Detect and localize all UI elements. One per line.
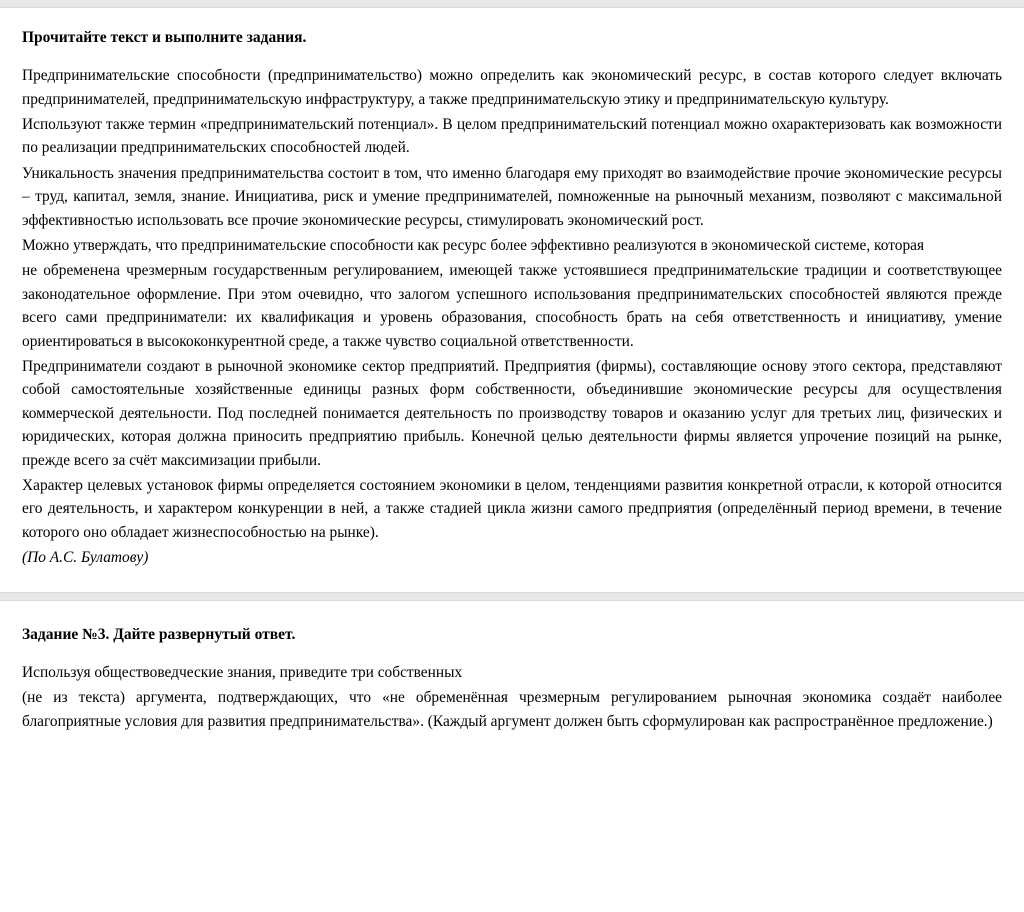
reading-passage-section <box>0 28 1024 570</box>
section-divider <box>0 592 1024 601</box>
bottom-spacer <box>0 733 1024 761</box>
task-line-2: (не из текста) аргумента, подтверждающих, что «не обременённая чрезмерным регулированием рыночная экономика создаёт наиболее благоприятные условия для развития предпринимательства». (Каждый аргумент должен быть сформулирован как распространённое предложение.) <box>22 689 1002 730</box>
passage-paragraph-7: Характер целевых установок фирмы определяется состоянием экономики в целом, тенденциями развития конкретной отрасли, к которой относится его деятельность, и характером конкуренции в ней, а также стадией цикла жизни самого предприятия (определённый период времени, в течение которого оно обладает жизнеспособностью на рынке). <box>22 477 1002 541</box>
passage-paragraph-4: Можно утверждать, что предпринимательские способности как ресурс более эффективно реализуются в экономической системе, которая <box>22 236 925 254</box>
passage-paragraph-5: не обременена чрезмерным государственным регулированием, имеющей также устоявшиеся предпринимательские традиции и соответствующее законодательное оформление. При этом очевидно, что залогом успешного использования предпринимательских способностей являются прежде всего сами предприниматели: их квалификация и уровень образования, способность брать на себя ответственность и инициативу, умение ориентироваться в высококонкурентной среде, а также чувство социальной ответственности. <box>22 262 1002 350</box>
passage-paragraph-3: Уникальность значения предпринимательства состоит в том, что именно благодаря ему приходят во взаимодействие прочие экономические ресурсы – труд, капитал, земля, знание. Инициатива, риск и умение предпринимателей, помноженные на рыночный механизм, позволяют с максимальной эффективностью использовать все прочие экономические ресурсы, стимулировать экономический рост. <box>22 164 1002 229</box>
task-section <box>0 601 1024 733</box>
task-line-1: Используя обществоведческие знания, приведите три собственных <box>22 663 463 681</box>
instruction-heading: Прочитайте текст и выполните задания. <box>22 29 307 46</box>
passage-paragraph-1: Предпринимательские способности (предпринимательство) можно определить как экономический ресурс, в состав которого следует включать предпринимателей, предпринимательскую инфраструктуру, а также предпринимательскую этику и предпринимательскую культуру. <box>22 67 1002 108</box>
passage-attribution: (По А.С. Булатову) <box>22 549 149 567</box>
task-heading: Задание №3. Дайте развернутый ответ. <box>22 625 296 643</box>
passage-paragraph-2: Используют также термин «предпринимательский потенциал». В целом предпринимательский потенциал можно охарактеризовать как возможности по реализации предпринимательских способностей людей. <box>22 115 1002 157</box>
top-divider <box>0 0 1024 8</box>
passage-paragraph-6: Предприниматели создают в рыночной экономике сектор предприятий. Предприятия (фирмы), составляющие основу этого сектора, представляют собой самостоятельные хозяйственные единицы разных форм собственности, объединившие экономические ресурсы для осуществления коммерческой деятельности. Под последней понимается деятельность по производству товаров и оказанию услуг для третьих лиц, физических и юридических, которая должна приносить предприятию прибыль. Конечной целью деятельности фирмы является упрочение позиций на рынке, прежде всего за счёт максимизации прибыли. <box>22 358 1002 469</box>
